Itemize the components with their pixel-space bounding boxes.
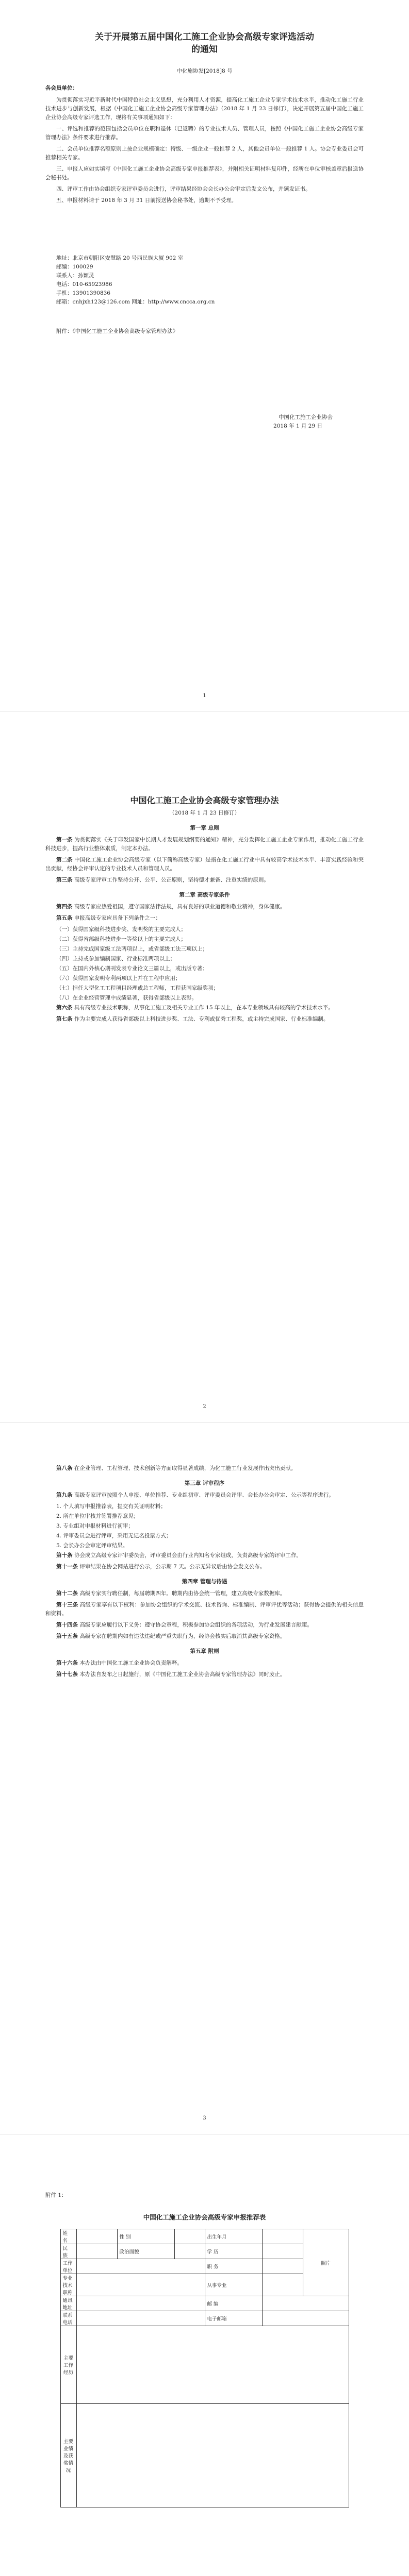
list-item: （七）担任大型化工工程项目经理或总工程师，工程获国家级奖项； [56, 985, 219, 991]
notice-paragraph: 三、申报人应如实填写《中国化工施工企业协会高级专家申报推荐表》，并附相关证明材料复印件，经所在单位审核盖章后报送协会秘书处。 [45, 166, 364, 181]
form-label: 性 别 [117, 2229, 174, 2244]
article-number: 第六条 [56, 1005, 73, 1011]
form-label: 出生年月 [205, 2229, 262, 2244]
article-text: 高级专家应热爱祖国，遵守国家法律法规，具有良好的职业道德和敬业精神，身体健康。 [74, 904, 286, 910]
form-field[interactable] [76, 2296, 205, 2311]
article-number: 第一条 [56, 837, 73, 843]
form-field[interactable] [76, 2326, 349, 2404]
form-field[interactable] [76, 2259, 205, 2274]
salutation: 各会员单位： [45, 85, 78, 91]
form-field[interactable] [262, 2311, 349, 2326]
form-field[interactable] [76, 2311, 205, 2326]
form-title: 中国化工施工企业协会高级专家申报推荐表 [143, 2213, 266, 2221]
form-field[interactable] [262, 2296, 349, 2311]
form-field[interactable] [262, 2274, 303, 2296]
contact-phone: 电话：010-65923986 [56, 281, 112, 287]
form-label: 工作单位 [60, 2259, 76, 2274]
application-form-table [60, 2229, 349, 2507]
article-text: 本办法由中国化工施工企业协会负责解释。 [79, 1660, 183, 1666]
form-label: 通讯地址 [60, 2296, 76, 2311]
article-text: 高级专家评审按照个人申报、单位推荐、专业组初审、评审委员会评审、会长办公会审定、公示等程序进行。 [74, 1492, 334, 1498]
form-label: 姓 名 [60, 2229, 76, 2244]
form-field[interactable] [76, 2244, 117, 2259]
notice-paragraph: 五、申报材料请于 2018 年 3 月 31 日前报送协会秘书处，逾期不予受理。 [56, 197, 237, 204]
issuing-organization: 中国化工施工企业协会 [279, 414, 333, 420]
article-text: 高级专家在聘期内如有违法违纪或严重失职行为，经协会核实后取消其高级专家资格。 [79, 1633, 286, 1639]
page-number: 1 [203, 693, 206, 699]
attachment-label: 附件 1： [45, 2192, 67, 2198]
article-number: 第十三条 [56, 1602, 78, 1608]
form-field[interactable] [76, 2404, 349, 2507]
article-number: 第十四条 [56, 1622, 78, 1628]
attachment-reference: 附件：《中国化工施工企业协会高级专家管理办法》 [56, 328, 178, 334]
form-label: 从事专业 [205, 2274, 262, 2296]
article-text: 高级专家评审工作坚持公开、公平、公正原则，坚持德才兼备、注重实绩的原则。 [74, 877, 269, 883]
article-number: 第十七条 [56, 1671, 78, 1677]
article-text: 中国化工施工企业协会高级专家（以下简称高级专家）是指在化工施工行业中具有较高学术技术水平、丰富实践经验和突出贡献，经协会评审认定的专业技术人员和管理人员。 [45, 857, 364, 872]
notice-paragraph: 四、评审工作由协会组织专家评审委员会进行，评审结果经协会会长办公会审定后发文公布，并颁发证书。 [56, 186, 311, 192]
form-field[interactable] [262, 2229, 303, 2244]
list-item: （五）在国内外核心期刊发表专业论文三篇以上，或出版专著； [56, 965, 208, 972]
list-item: （四）主持或参加编制国家、行业标准两项以上； [56, 956, 175, 962]
form-field[interactable] [76, 2229, 117, 2244]
list-item: （一）获得国家级科技进步奖、发明奖的主要完成人； [56, 926, 186, 933]
form-field[interactable] [174, 2229, 205, 2244]
article-number: 第三条 [56, 877, 73, 883]
list-item: 1. 个人填写申报推荐表，提交有关证明材料； [56, 1503, 166, 1510]
article-text: 作为主要完成人获得省部级以上科技进步奖、工法、专利或优秀工程奖，或主持完成国家、行业标准编制。 [74, 1016, 329, 1022]
contact-email-website[interactable]: 邮箱：cnhjxh123@126.com 网址：http://www.cncca.org.cn [56, 299, 215, 305]
rules-subtitle: （2018 年 1 月 23 日修订） [169, 810, 240, 816]
form-label: 民 族 [60, 2244, 76, 2259]
notice-title-line1: 关于开展第五届中国化工施工企业协会高级专家评选活动 [95, 32, 314, 42]
document-ref-number: 中化施协发[2018]8 号 [176, 68, 233, 74]
list-item: 3. 专业组对申报材料进行初审； [56, 1523, 134, 1529]
article-number: 第十条 [56, 1552, 73, 1558]
article-number: 第九条 [56, 1492, 73, 1498]
article-number: 第十二条 [56, 1590, 78, 1597]
article-number: 第五条 [56, 915, 73, 921]
form-field[interactable] [262, 2244, 303, 2259]
rules-page-2 [0, 1423, 409, 2134]
list-item: （三）主持完成国家级工法两项以上，或省部级工法三项以上； [56, 946, 208, 952]
form-field[interactable] [76, 2274, 205, 2296]
notice-page [0, 0, 409, 711]
contact-mobile: 手机：13901390836 [56, 290, 110, 296]
page-number: 3 [203, 2115, 206, 2121]
contact-person: 联系人：孙颖灵 [56, 273, 94, 279]
form-label: 联系电话 [60, 2311, 76, 2326]
list-item: 2. 所在单位审核并签署推荐意见； [56, 1513, 139, 1519]
article-text: 在企业管理、工程管理、技术创新等方面取得显著成绩，为化工施工行业发展作出突出贡献。 [74, 1465, 297, 1471]
article-text: 高级专家实行聘任制，每届聘期四年。聘期内由协会统一管理，建立高级专家数据库。 [79, 1590, 286, 1597]
form-field[interactable] [262, 2259, 303, 2274]
article-number: 第八条 [56, 1465, 73, 1471]
article-number: 第十五条 [56, 1633, 78, 1639]
form-label: 政治面貌 [117, 2244, 174, 2259]
article-text: 高级专家应履行以下义务：遵守协会章程，积极参加协会组织的各项活动，为行业发展建言献策。 [79, 1622, 313, 1628]
notice-paragraph: 为贯彻落实习近平新时代中国特色社会主义思想，充分利用人才资源，提高化工施工企业专家学术技术水平，推动化工施工行业技术进步与创新发展，根据《中国化工施工企业协会高级专家管理办法》（2018 年 1 月 23 日修订），决定开展第五届中国化工施工企业协会高级专家评选工作，现将有关事项通知如下： [45, 97, 364, 121]
article-text: 评审结果在协会网站进行公示，公示期 7 天。公示无异议后由协会发文公布。 [79, 1564, 266, 1570]
rules-page-1 [0, 711, 409, 1422]
chapter-heading: 第二章 高级专家条件 [179, 892, 230, 898]
form-label: 职 务 [205, 2259, 262, 2274]
article-text: 具有高级专业技术职称，从事化工施工及相关专业工作 15 年以上，在本专业领域具有较高的学术技术水平。 [74, 1005, 334, 1011]
list-item: （八）在企业经营管理中成绩显著，获得省部级以上表彰。 [56, 995, 197, 1001]
article-text: 协会成立高级专家评审委员会，评审委员会由行业内知名专家组成，负责高级专家的评审工作。 [74, 1552, 302, 1558]
article-number: 第十一条 [56, 1564, 78, 1570]
notice-title-line2: 的通知 [191, 44, 218, 55]
list-item: （六）获得国家发明专利两项以上并在工程中应用； [56, 975, 181, 981]
notice-paragraph: 二、会员单位推荐名额原则上按企业规模确定：特级、一级企业一般推荐 2 人，其他会员单位一般推荐 1 人。协会专业委员会可推荐相关专家。 [45, 146, 364, 161]
list-item: （二）获得省部级科技进步一等奖以上的主要完成人； [56, 936, 186, 942]
issue-date: 2018 年 1 月 29 日 [273, 423, 322, 429]
contact-address: 地址：北京市朝阳区安慧路 20 号西民族大厦 902 室 [56, 255, 184, 261]
article-number: 第四条 [56, 904, 73, 910]
photo-cell[interactable]: 照片 [303, 2229, 349, 2296]
chapter-heading: 第一章 总则 [190, 825, 219, 831]
article-text: 本办法自发布之日起施行，原《中国化工施工企业协会高级专家管理办法》同时废止。 [79, 1671, 286, 1677]
form-field[interactable] [174, 2244, 205, 2259]
contact-postcode: 邮编：100029 [56, 264, 93, 270]
form-label: 邮 编 [205, 2296, 262, 2311]
page-number: 2 [203, 1404, 206, 1410]
article-number: 第十六条 [56, 1660, 78, 1666]
section-label: 主要业绩及获奖情况 [60, 2404, 76, 2507]
article-text: 为贯彻落实《关于印发国家中长期人才发展规划纲要的通知》精神，充分发挥化工施工企业专家作用，推动化工施工行业科技进步，提高行业整体素质，制定本办法。 [45, 837, 364, 852]
form-label: 学 历 [205, 2244, 262, 2259]
form-label: 电子邮箱 [205, 2311, 262, 2326]
article-text: 申报高级专家应具备下列条件之一： [74, 915, 161, 921]
article-text: 高级专家享有以下权利：参加协会组织的学术交流、技术咨询、标准编制、评审评优等活动；获得协会提供的相关信息和资料。 [45, 1602, 364, 1617]
list-item: 5. 会长办公会审定评审结果。 [56, 1543, 128, 1549]
chapter-heading: 第五章 附则 [190, 1648, 219, 1654]
chapter-heading: 第四章 管理与待遇 [182, 1579, 227, 1585]
article-number: 第七条 [56, 1016, 73, 1022]
chapter-heading: 第三章 评审程序 [184, 1480, 225, 1486]
section-label: 主要工作经历 [60, 2326, 76, 2404]
form-label: 专业技术职称 [60, 2274, 76, 2296]
list-item: 4. 评审委员会进行评审，采用无记名投票方式； [56, 1533, 172, 1539]
rules-title: 中国化工施工企业协会高级专家管理办法 [130, 795, 279, 805]
notice-paragraph: 一、评选和推荐的范围包括会员单位在职和退休（已返聘）的专业技术人员、管理人员，按照《中国化工施工企业协会高级专家管理办法》条件要求进行推荐。 [45, 126, 364, 141]
application-form-page [0, 2134, 409, 2576]
article-number: 第二条 [56, 857, 73, 863]
